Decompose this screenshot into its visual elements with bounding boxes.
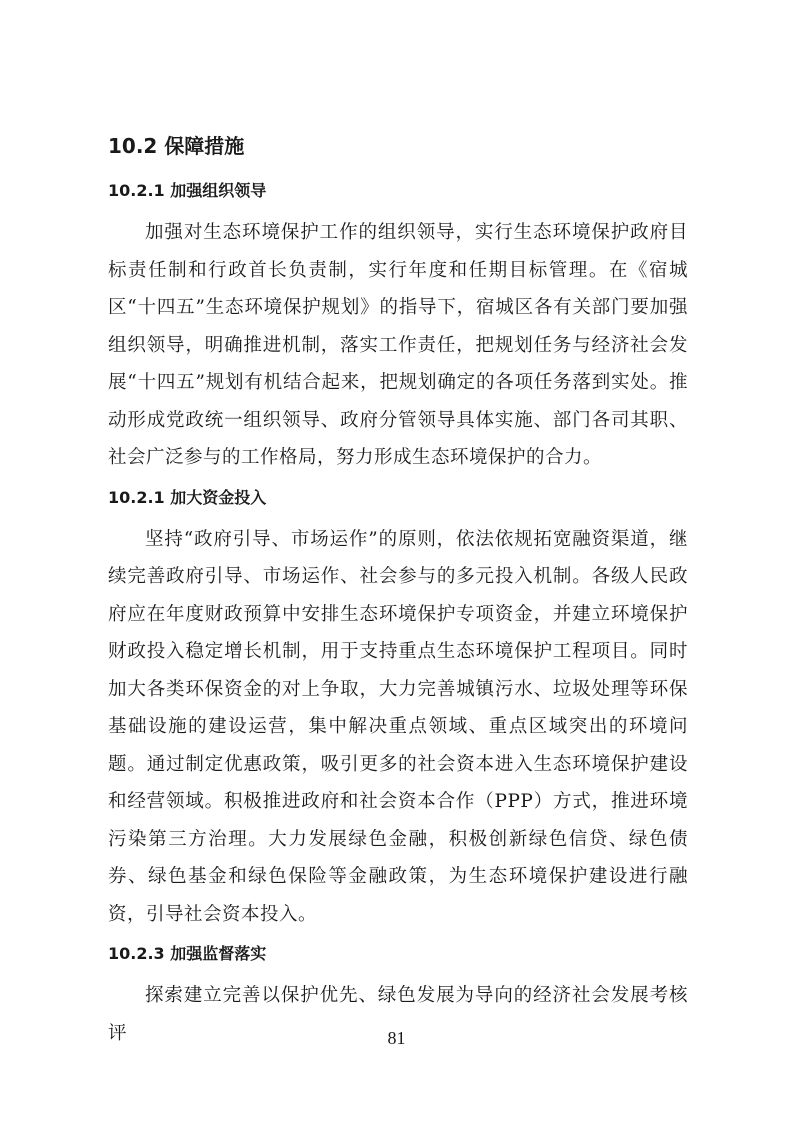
paragraph-supervision: 探索建立完善以保护优先、绿色发展为导向的经济社会发展考核评 — [108, 985, 688, 1044]
subsection-heading-supervision: 10.2.3 加强监督落实 — [108, 944, 267, 963]
page-content — [108, 128, 688, 1058]
subsection-heading-funding: 10.2.1 加大资金投入 — [108, 487, 267, 507]
paragraph-funding: 坚持“政府引导、市场运作”的原则，依法依规拓宽融资渠道，继续完善政府引导、市场运作、社会参与的多元投入机制。各级人民政府应在年度财政预算中安排生态环境保护专项资金，并建立环境保护财政投入稳定增长机制，用于支持重点生态环境保护工程项目。同时加大各类环保资金的对上争取，大力完善城镇污水、垃圾处理等环保基础设施的建设运营，集中解决重点领域、重点区域突出的环境问题。通过制定优惠政策，吸引更多的社会资本进入生态环境保护建设和经营领域。积极推进政府和社会资本合作（PPP）方式，推进环境污染第三方治理。大力发展绿色金融，积极创新绿色信贷、绿色债券、绿色基金和绿色保险等金融政策，为生态环境保护建设进行融资，引导社会资本投入。 — [108, 528, 688, 925]
subsection-heading-organization: 10.2.1 加强组织领导 — [108, 181, 267, 200]
paragraph-organization: 加强对生态环境保护工作的组织领导，实行生态环境保护政府目标责任制和行政首长负责制，实行年度和任期目标管理。在《宿城区“十四五”生态环境保护规划》的指导下，宿城区各有关部门要加强组织领导，明确推进机制，落实工作责任，把规划任务与经济社会发展“十四五”规划有机结合起来，把规划确定的各项任务落到实处。推动形成党政统一组织领导、政府分管领导具体实施、部门各司其职、社会广泛参与的工作格局，努力形成生态环境保护的合力。 — [108, 222, 688, 468]
section-heading: 10.2 保障措施 — [108, 134, 245, 158]
page-number: 81 — [387, 1028, 406, 1048]
